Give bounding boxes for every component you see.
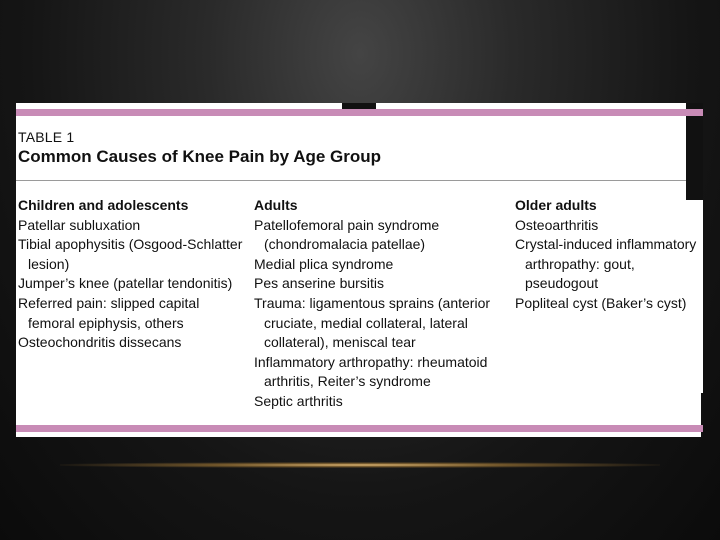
column-children (18, 196, 248, 353)
list-item: Jumper’s knee (patellar tendonitis) (18, 275, 233, 292)
column-older-adults (515, 196, 703, 314)
table-document (16, 103, 703, 437)
list-item: Patellofemoral pain syndrome (chondromalacia patellae) (254, 216, 440, 253)
list-item: Popliteal cyst (Baker’s cyst) (515, 294, 687, 311)
column-heading: Older adults (515, 197, 597, 213)
list-item: Trauma: ligamentous sprains (anterior cruciate, medial collateral, lateral collateral), meniscal tear (254, 294, 491, 351)
bottom-band (16, 425, 703, 432)
column-heading: Children and adolescents (18, 197, 189, 213)
table-title: Common Causes of Knee Pain by Age Group (18, 147, 382, 166)
list-item: Crystal-induced inflammatory arthropathy: gout, pseudogout (515, 236, 697, 292)
list-item: Pes anserine bursitis (254, 275, 384, 292)
list-item: Referred pain: slipped capital femoral epiphysis, others (18, 294, 200, 331)
right-edge-block (686, 103, 703, 200)
table-label: TABLE 1 (18, 129, 75, 145)
top-band (16, 109, 703, 116)
list-item: Patellar subluxation (18, 216, 141, 233)
column-heading: Adults (254, 197, 298, 213)
list-item: Medial plica syndrome (254, 255, 394, 272)
list-item: Tibial apophysitis (Osgood-Schlatter lesion) (18, 236, 243, 272)
column-adults (254, 196, 510, 412)
slide-glow-line (60, 462, 660, 468)
list-item: Inflammatory arthropathy: rheumatoid arthritis, Reiter’s syndrome (254, 353, 488, 390)
list-item: Osteochondritis dissecans (18, 334, 182, 351)
header-rule (16, 180, 686, 181)
list-item: Septic arthritis (254, 392, 343, 409)
list-item: Osteoarthritis (515, 216, 599, 233)
